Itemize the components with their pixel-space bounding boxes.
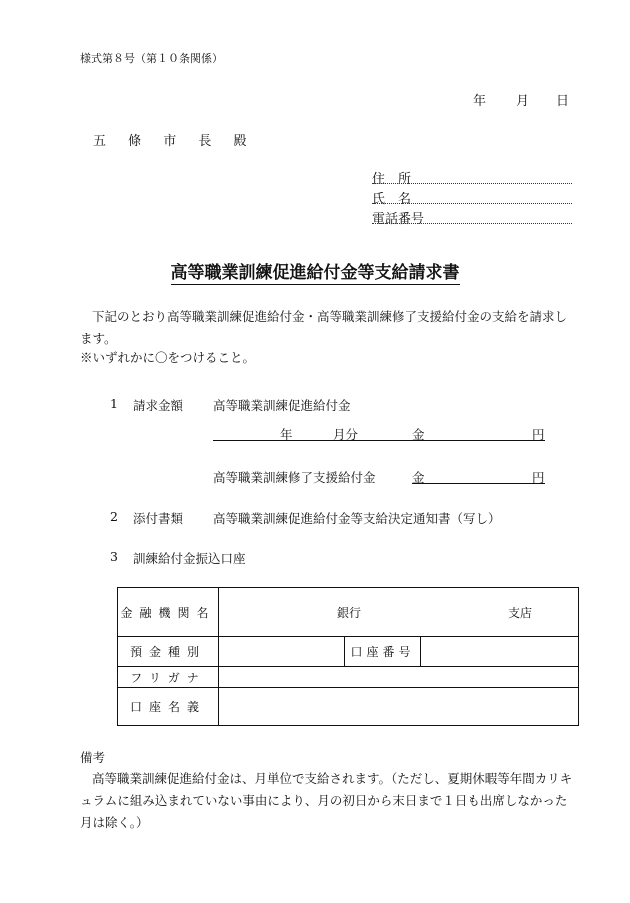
name-field[interactable] [372,203,572,204]
holder-cell[interactable] [219,688,579,726]
account-number-label: 口座番号 [345,637,421,667]
institution-cell[interactable] [219,588,579,637]
item2-number: 2 [110,509,118,524]
furigana-label: フリガナ [118,667,219,688]
date-year: 年 [473,94,487,109]
item1-label: 請求金額 [133,398,184,413]
item1-kin2: 金 [412,470,425,485]
institution-label: 金融機関名 [118,588,219,637]
address-field[interactable] [372,183,572,184]
notes-title: 備考 [80,750,106,765]
deposit-type-cell[interactable] [219,637,345,667]
item1-yen: 円 [532,427,545,442]
intro-text: 下記のとおり高等職業訓練促進給付金・高等職業訓練修了支援給付金の支給を請求します。 [80,309,568,346]
form-number: 様式第８号（第１０条関係） [80,52,223,65]
account-number-cell[interactable] [421,637,579,667]
date-day: 日 [556,94,570,109]
phone-label: 電話番号 [372,212,425,227]
name-label: 氏 名 [372,192,412,207]
date-month: 月 [516,94,530,109]
item2-label: 添付書類 [133,511,184,526]
addressee: 五 條 市 長 殿 [93,134,256,149]
item2-value: 高等職業訓練促進給付金等支給決定通知書（写し） [213,511,501,526]
grant2-amount-line[interactable] [412,483,545,484]
branch-label: 支店 [508,606,533,620]
furigana-cell[interactable] [219,667,579,688]
grant1-amount-line[interactable] [213,440,545,441]
item1-year: 年 [280,427,293,442]
holder-label: 口座名義 [118,688,219,726]
intro-note: ※いずれかに〇をつけること。 [80,350,256,365]
item1-month: 月分 [333,427,359,442]
item1-kin: 金 [412,427,425,442]
bank-label: 銀行 [337,606,362,620]
item3-label: 訓練給付金振込口座 [133,551,246,566]
document-title: 高等職業訓練促進給付金等支給請求書 [170,263,460,283]
address-label: 住 所 [372,172,412,187]
account-table [117,587,579,726]
deposit-type-label: 預金種別 [118,637,219,667]
item1-yen2: 円 [532,470,545,485]
phone-field[interactable] [372,223,572,224]
notes-text: 高等職業訓練促進給付金は、月単位で支給されます。（ただし、夏期休暇等年間カリキュラムに組み込まれていない事由により、月の初日から末日まで１日も出席しなかった月は除く。） [80,771,573,830]
item3-number: 3 [110,549,118,564]
grant2-label: 高等職業訓練修了支援給付金 [213,470,376,485]
item1-number: 1 [110,396,118,411]
grant1-label: 高等職業訓練促進給付金 [213,398,351,413]
